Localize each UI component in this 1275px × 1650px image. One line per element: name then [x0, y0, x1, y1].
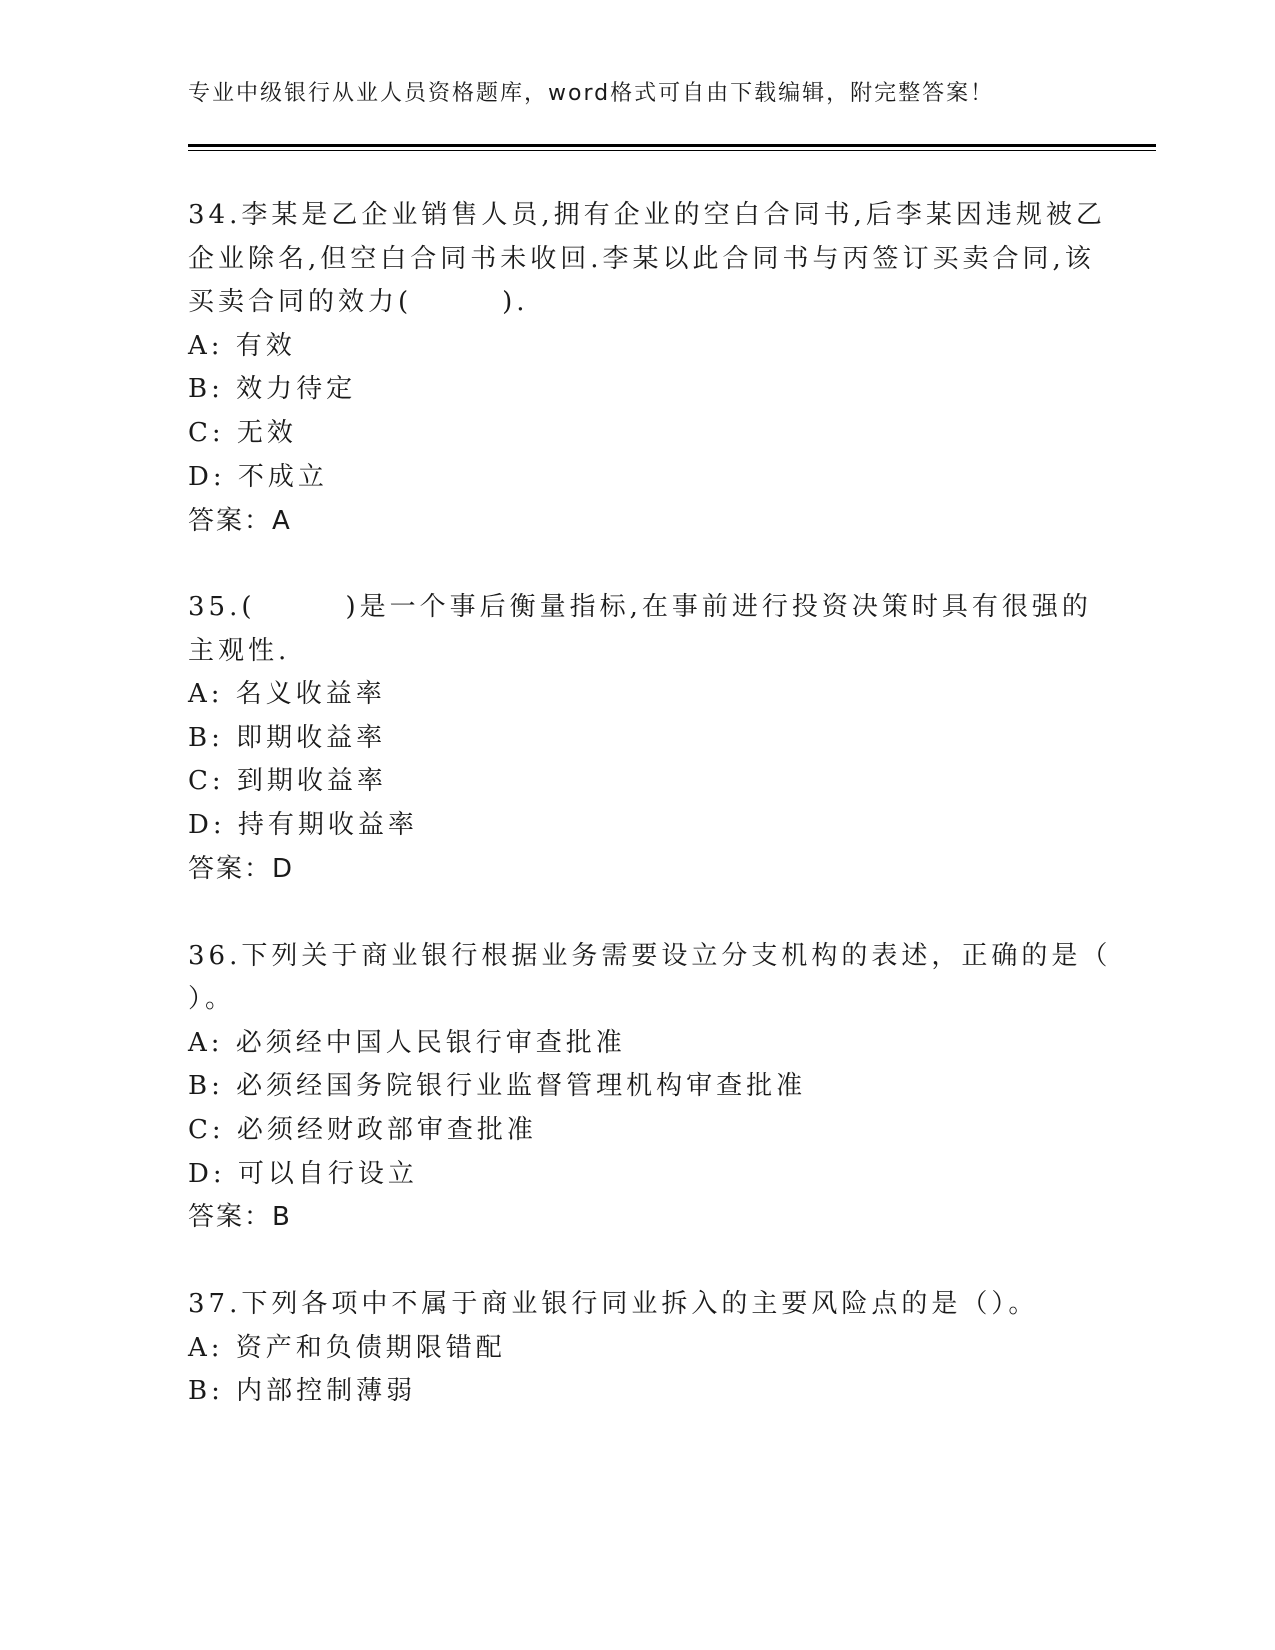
- question-36-option-c: C: 必须经财政部审查批准: [188, 1115, 537, 1145]
- question-34-line-1: 34.李某是乙企业销售人员,拥有企业的空白合同书,后李某因违规被乙: [188, 200, 1106, 230]
- question-35-option-d: D: 持有期收益率: [188, 810, 418, 840]
- question-35-answer: 答案：D: [188, 854, 295, 884]
- question-35-option-c: C: 到期收益率: [188, 766, 387, 796]
- question-36-option-d: D: 可以自行设立: [188, 1159, 418, 1189]
- question-36-line-2: ）。: [188, 984, 236, 1014]
- question-35-option-a: A: 名义收益率: [188, 679, 386, 709]
- question-36-line-1: 36.下列关于商业银行根据业务需要设立分支机构的表述，正确的是（: [188, 941, 1112, 971]
- question-34-option-c: C: 无效: [188, 418, 297, 448]
- header-divider-thick: [188, 144, 1156, 147]
- question-34-answer: 答案：A: [188, 506, 292, 536]
- question-34-line-3: 买卖合同的效力( ).: [188, 287, 529, 317]
- question-35-line-2: 主观性.: [188, 636, 291, 666]
- question-37-option-b: B: 内部控制薄弱: [188, 1376, 417, 1406]
- question-37-option-a: A: 资产和负债期限错配: [188, 1333, 506, 1363]
- question-34-option-a: A: 有效: [188, 331, 296, 361]
- question-35-option-b: B: 即期收益率: [188, 723, 387, 753]
- header-divider-thin: [188, 150, 1156, 151]
- question-36-answer: 答案：B: [188, 1202, 292, 1232]
- page-header: 专业中级银行从业人员资格题库，word格式可自由下载编辑，附完整答案！: [188, 81, 995, 106]
- question-34-option-d: D: 不成立: [188, 462, 328, 492]
- question-34-option-b: B: 效力待定: [188, 374, 357, 404]
- question-36-option-b: B: 必须经国务院银行业监督管理机构审查批准: [188, 1071, 807, 1101]
- question-35-line-1: 35.( )是一个事后衡量指标,在事前进行投资决策时具有很强的: [188, 592, 1092, 622]
- question-37-line-1: 37.下列各项中不属于商业银行同业拆入的主要风险点的是（）。: [188, 1289, 1039, 1319]
- question-34-line-2: 企业除名,但空白合同书未收回.李某以此合同书与丙签订买卖合同,该: [188, 244, 1095, 274]
- question-36-option-a: A: 必须经中国人民银行审查批准: [188, 1028, 626, 1058]
